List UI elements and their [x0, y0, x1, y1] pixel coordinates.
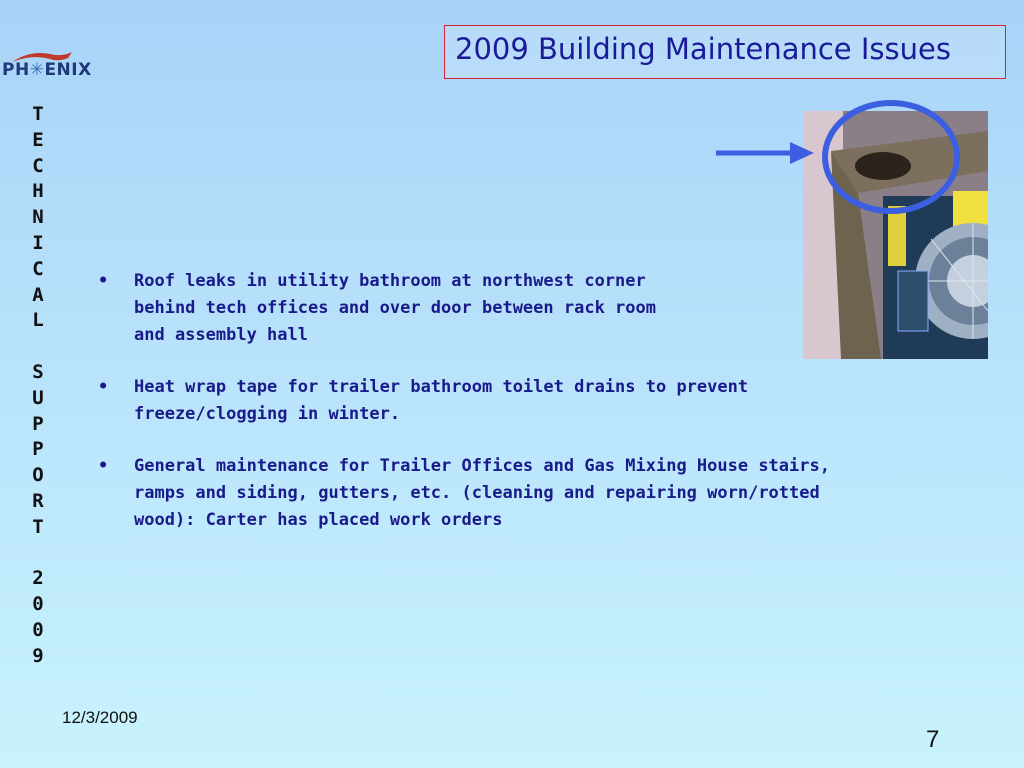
title-box	[444, 25, 1006, 79]
vertical-letter: T	[32, 515, 44, 538]
bullet-dot: •	[98, 456, 109, 476]
vertical-letter	[22, 334, 54, 360]
vertical-letter: N	[32, 206, 44, 229]
vertical-letter: T	[32, 103, 44, 125]
bullet-dot: •	[98, 377, 109, 397]
bullet-text: Roof leaks in utility bathroom at northwest corner behind tech offices and over door between rack room and assembly hall	[134, 271, 656, 345]
page-number: 7	[926, 726, 940, 753]
vertical-letter: I	[32, 231, 44, 254]
logo-star-icon: ✳	[29, 60, 45, 80]
phoenix-logo	[2, 48, 98, 88]
highlight-circle-icon	[820, 98, 962, 216]
vertical-letter	[22, 541, 54, 567]
vertical-letter: 9	[32, 644, 44, 667]
vertical-letter: L	[32, 309, 44, 332]
vertical-letter: P	[32, 438, 44, 461]
bullet-list	[94, 268, 954, 559]
slide-title: 2009 Building Maintenance Issues	[455, 32, 951, 66]
bullet-text: General maintenance for Trailer Offices and Gas Mixing House stairs, ramps and siding, gutters, etc. (cleaning and repairing worn/rotted wood): Carter has placed work orders	[134, 456, 830, 530]
logo-text-left: PH	[2, 60, 30, 80]
vertical-letter: A	[32, 283, 44, 306]
vertical-sidebar-text	[22, 102, 54, 670]
bullet-dot: •	[98, 271, 109, 291]
vertical-letter: R	[32, 489, 44, 512]
bullet-item	[94, 453, 954, 534]
bullet-item	[94, 268, 954, 349]
vertical-letter: O	[32, 464, 44, 487]
vertical-letter: 0	[32, 593, 44, 616]
vertical-letter: 2	[32, 567, 44, 590]
vertical-letter: U	[32, 386, 44, 409]
vertical-letter: P	[32, 412, 44, 435]
bullet-text: Heat wrap tape for trailer bathroom toilet drains to prevent freeze/clogging in winter.	[134, 377, 749, 424]
vertical-letter: C	[32, 154, 44, 177]
vertical-letter: C	[32, 257, 44, 280]
logo-text-right: ENIX	[44, 60, 92, 80]
vertical-letter: E	[32, 128, 44, 151]
footer-date: 12/3/2009	[62, 708, 138, 727]
bullet-item	[94, 374, 954, 428]
vertical-letter: S	[32, 360, 44, 383]
right-arrow-icon	[716, 140, 816, 166]
vertical-letter: H	[32, 180, 44, 203]
vertical-letter: 0	[32, 618, 44, 641]
logo-wordmark	[2, 60, 92, 80]
